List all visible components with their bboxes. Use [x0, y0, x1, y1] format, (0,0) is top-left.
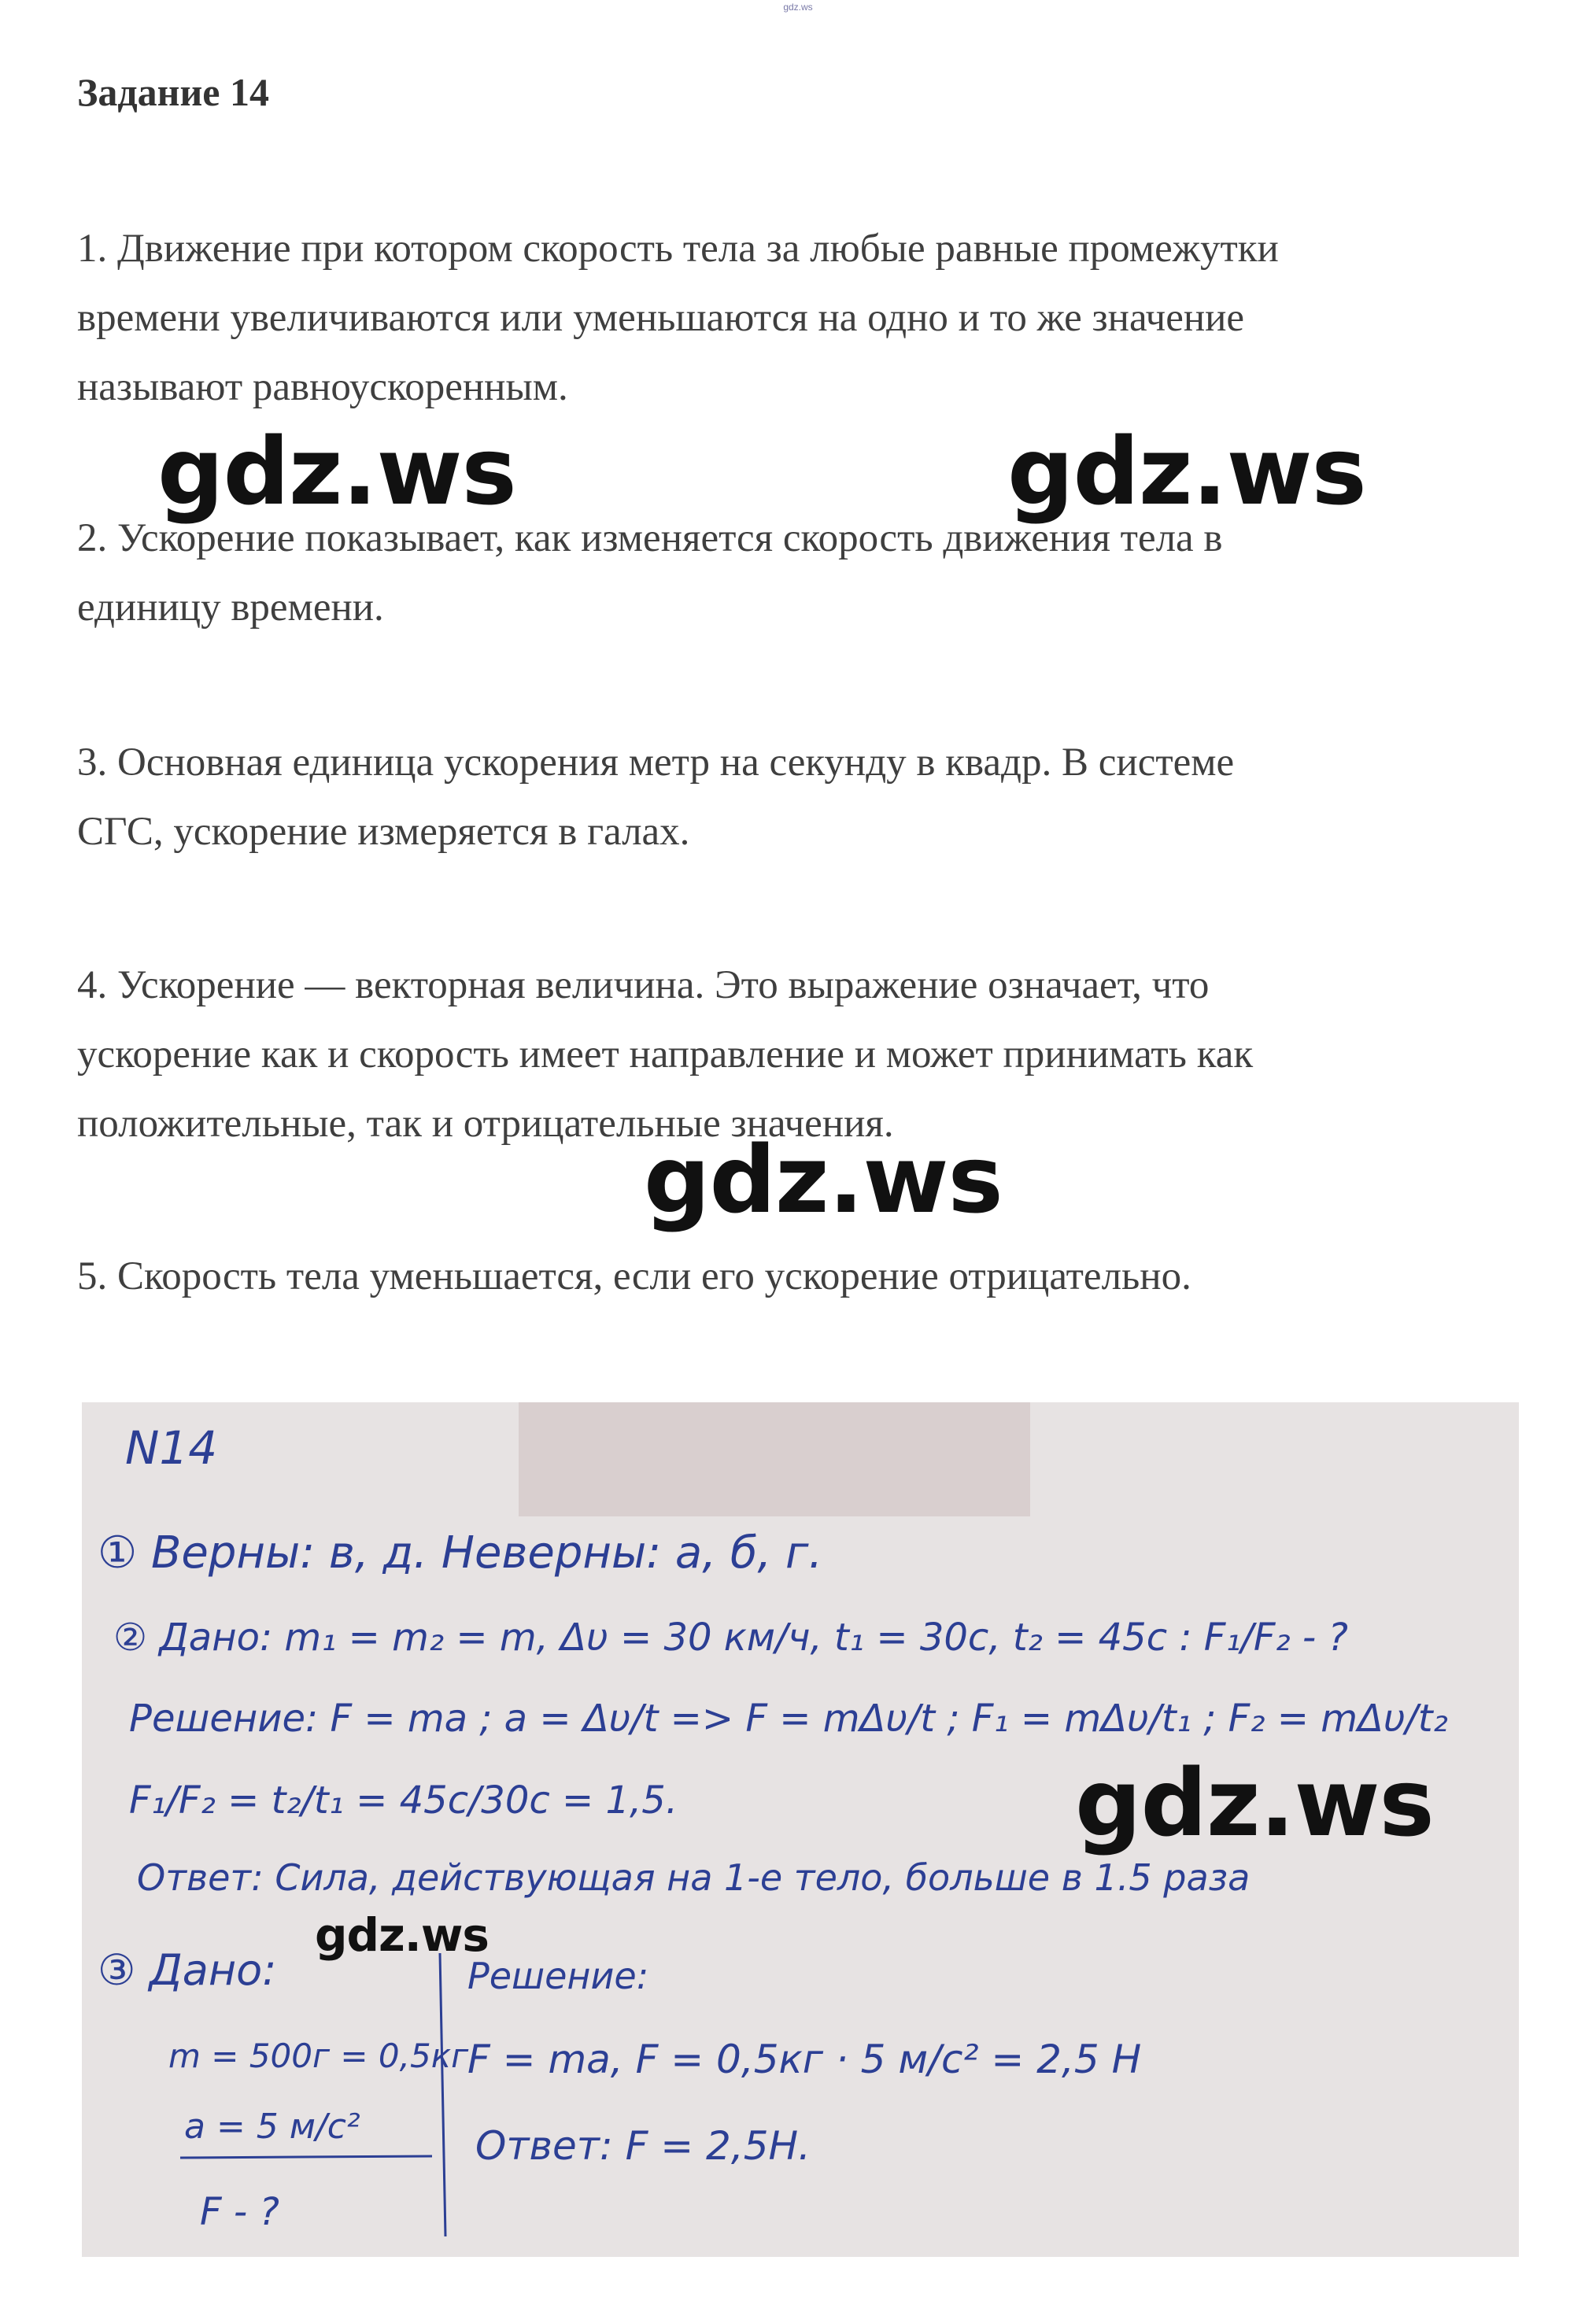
- answer-2-line-2: единицу времени.: [77, 585, 384, 630]
- hw-task3-formula: F = ma, F = 0,5кг · 5 м/с² = 2,5 Н: [467, 2037, 1142, 2082]
- answer-1-line-3: называют равноускоренным.: [77, 365, 568, 409]
- answer-paragraph-3: [77, 728, 1525, 866]
- watermark: gdz.ws: [644, 1125, 1003, 1234]
- site-mark: gdz.ws: [783, 2, 813, 13]
- page-title: Задание 14: [77, 70, 269, 114]
- answer-5-line-1: 5. Скорость тела уменьшается, если его ускорение отрицательно.: [77, 1254, 1191, 1298]
- hw-task3-acceleration: a = 5 м/с²: [184, 2107, 360, 2147]
- watermark: gdz.ws: [1075, 1749, 1434, 1857]
- watermark: gdz.ws: [315, 1908, 489, 1962]
- answer-paragraph-1: [77, 214, 1525, 422]
- answer-4-line-2: ускорение как и скорость имеет направление и может принимать как: [77, 1032, 1254, 1077]
- hw-heading: N14: [125, 1421, 218, 1475]
- hw-given-underline: [180, 2156, 432, 2158]
- answer-3-line-1: 3. Основная единица ускорения метр на секунду в квадр. В системе: [77, 740, 1235, 785]
- hw-task3-find: F - ?: [200, 2190, 279, 2234]
- watermark: gdz.ws: [1007, 417, 1366, 526]
- hw-task2-given: ② Дано: m₁ = m₂ = m, Δυ = 30 км/ч, t₁ = 30с, t₂ = 45с : F₁/F₂ - ?: [113, 1616, 1348, 1660]
- hw-task2-answer: Ответ: Сила, действующая на 1-е тело, больше в 1.5 раза: [137, 1856, 1251, 1899]
- answer-1-line-2: времени увеличиваются или уменьшаются на одно и то же значение: [77, 296, 1245, 340]
- hw-task1: ① Верны: в, д. Неверны: а, б, г.: [98, 1527, 823, 1579]
- hw-divider: [440, 1953, 445, 2236]
- hw-task3-mass: m = 500г = 0,5кг: [168, 2037, 469, 2075]
- answer-4-line-3: положительные, так и отрицательные значения.: [77, 1102, 894, 1146]
- watermark: gdz.ws: [157, 417, 516, 526]
- answer-3-line-2: СГС, ускорение измеряется в галах.: [77, 810, 690, 854]
- answer-paragraph-5: [77, 1242, 1525, 1311]
- answer-1-line-1: 1. Движение при котором скорость тела за любые равные промежутки: [77, 227, 1279, 271]
- answer-4-line-1: 4. Ускорение — векторная величина. Это выражение означает, что: [77, 963, 1210, 1007]
- redacted-patch: [519, 1402, 1030, 1516]
- handwritten-solution-photo: [82, 1402, 1519, 2257]
- hw-task3-given-label: ③ Дано:: [98, 1945, 277, 1995]
- hw-task3-solution-label: Решение:: [467, 1955, 649, 1997]
- hw-task2-solution: Решение: F = ma ; a = Δυ/t => F = mΔυ/t ; F₁ = mΔυ/t₁ ; F₂ = mΔυ/t₂: [129, 1697, 1448, 1741]
- hw-task2-ratio: F₁/F₂ = t₂/t₁ = 45с/30с = 1,5.: [129, 1778, 678, 1823]
- hw-task3-answer: Ответ: F = 2,5Н.: [475, 2123, 811, 2169]
- answer-2-line-1: 2. Ускорение показывает, как изменяется скорость движения тела в: [77, 516, 1223, 560]
